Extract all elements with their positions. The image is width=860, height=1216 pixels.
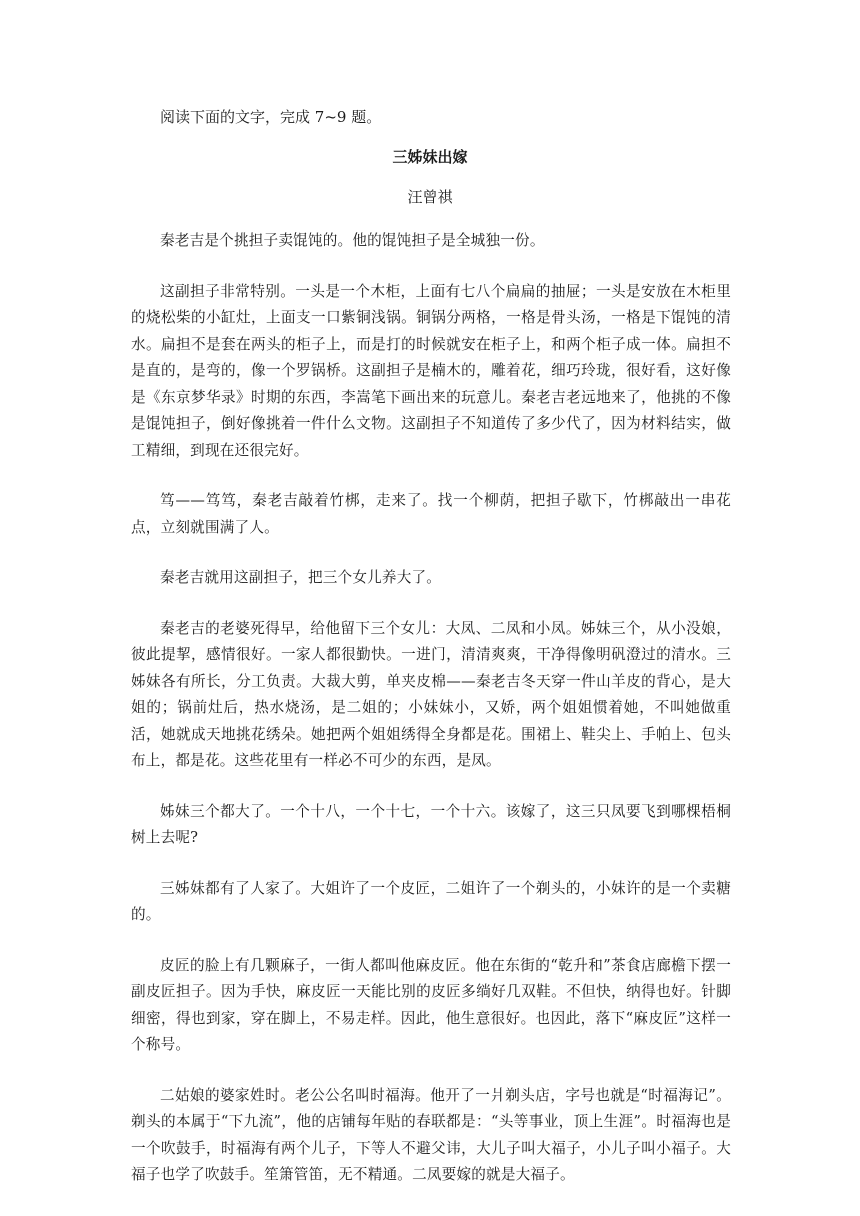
- paragraph: 姊妹三个都大了。一个十八，一个十七，一个十六。该嫁了，这三只凤要飞到哪棵梧桐树上去呢?: [131, 802, 731, 846]
- paragraph: 笃——笃笃，秦老吉敲着竹梆，走来了。找一个柳荫，把担子歇下，竹梆敲出一串花点，立刻就围满了人。: [131, 492, 731, 536]
- paragraph: 秦老吉就用这副担子，把三个女儿养大了。: [160, 569, 442, 586]
- article-author: 汪曾祺: [407, 188, 453, 206]
- paragraph: 这副担子非常特别。一头是一个木柜，上面有七八个扁扁的抽屉；一头是安放在木柜里的烧松柴的小缸灶，上面支一口紫铜浅锅。铜锅分两格，一格是骨头汤，一格是下馄饨的清水。扁担不是套在两头的柜子上，而是打的时候就安在柜子上，和两个柜子成一体。扁担不是直的，是弯的，像一个罗锅桥。这副担子是楠木的，雕着花，细巧玲珑，很好看，这好像是《东京梦华录》时期的东西，李嵩笔下画出来的玩意儿。秦老吉老远地来了，他挑的不像是馄饨担子，倒好像挑着一件什么文物。这副担子不知道传了多少代了，因为材料结实，做工精细，到现在还很完好。: [131, 282, 731, 459]
- article-body: [131, 228, 731, 1213]
- paragraph: 皮匠的脸上有几颗麻子，一街人都叫他麻皮匠。他在东街的“乾升和”茶食店廊檐下摆一副皮匠担子。因为手快，麻皮匠一天能比别的皮匠多绱好几双鞋。不但快，纳得也好。针脚细密，得也到家，穿在脚上，不易走样。因此，他生意很好。也因此，落下“麻皮匠”这样一个称号。: [131, 956, 731, 1053]
- question-instruction: 阅读下面的文字，完成 7~9 题。: [160, 108, 382, 126]
- paragraph: 秦老吉是个挑担子卖馄饨的。他的馄饨担子是全城独一份。: [160, 232, 545, 249]
- paragraph: 二姑娘的婆家姓时。老公公名叫时福海。他开了一爿剃头店，字号也就是“时福海记”。剃头的本属于“下九流”，他的店铺每年贴的春联都是：“头等事业，顶上生涯”。时福海也是一个吹鼓手，时福海有两个儿子，下等人不避父讳，大儿子叫大福子，小儿子叫小福子。大福子也学了吹鼓手。笙箫管笛，无不精通。二凤要嫁的就是大福子。: [131, 1086, 731, 1183]
- paragraph: 秦老吉的老婆死得早，给他留下三个女儿：大凤、二凤和小凤。姊妹三个，从小没娘，彼此提挈，感情很好。一家人都很勤快。一进门，清清爽爽，干净得像明矾澄过的清水。三姊妹各有所长，分工负责。大裁大剪，单夹皮棉——秦老吉冬天穿一件山羊皮的背心，是大姐的；锅前灶后，热水烧汤，是二姐的；小妹妹小，又娇，两个姐姐惯着她，不叫她做重活，她就成天地挑花绣朵。她把两个姐姐绣得全身都是花。围裙上、鞋尖上、手帕上、包头布上，都是花。这些花里有一样必不可少的东西，是凤。: [131, 619, 731, 769]
- paragraph: 三姊妹都有了人家了。大姐许了一个皮匠，二姐许了一个剃头的，小妹许的是一个卖糖的。: [131, 879, 731, 923]
- article-title: 三姊妹出嫁: [392, 148, 468, 166]
